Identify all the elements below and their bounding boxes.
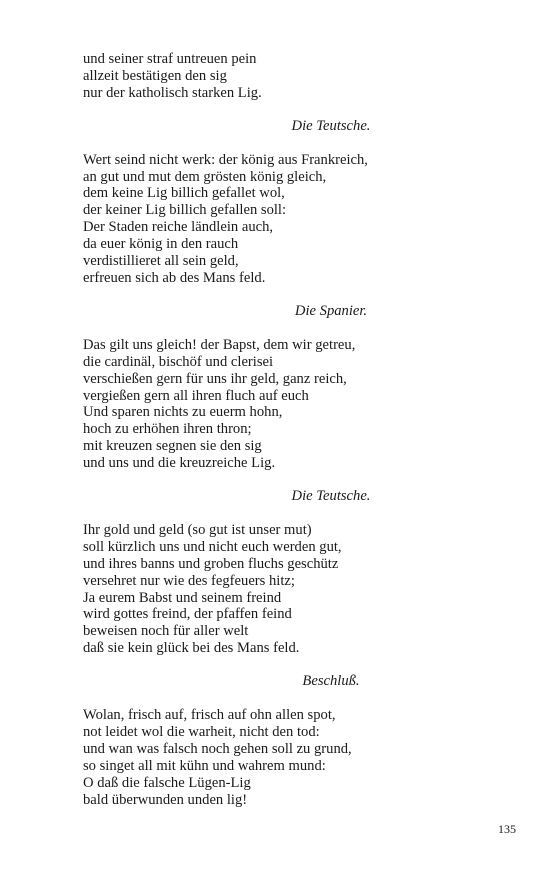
verse-line: und ihres banns und groben fluchs geschütz xyxy=(83,555,339,572)
poem-stanza xyxy=(83,488,513,657)
verse-line: verschießen gern für uns ihr geld, ganz reich, xyxy=(83,370,347,387)
verse-line: Das gilt uns gleich! der Bapst, dem wir getreu, xyxy=(83,336,356,353)
verse-line: O daß die falsche Lügen-Lig xyxy=(83,774,251,791)
verse-line: soll kürzlich uns und nicht euch werden gut, xyxy=(83,538,342,555)
verse-line: da euer könig in den rauch xyxy=(83,236,239,253)
verse-line: Wert seind nicht werk: der könig aus Frankreich, xyxy=(83,151,368,168)
verse-line: not leidet wol die warheit, nicht den tod: xyxy=(83,724,320,740)
poem-stanza xyxy=(83,303,513,472)
verse-line: an gut und mut dem grösten könig gleich, xyxy=(83,168,327,185)
poem-stanza xyxy=(83,118,513,287)
poem-page xyxy=(83,51,513,809)
verse-line: verdistillieret all sein geld, xyxy=(83,253,239,270)
page-number: 135 xyxy=(498,822,516,836)
verse-line: wird gottes freind, der pfaffen feind xyxy=(83,606,292,623)
verse-line: Und sparen nichts zu euerm hohn, xyxy=(83,404,283,421)
verse-line: Ihr gold und geld (so gut ist unser mut) xyxy=(83,521,312,538)
stanza-lines xyxy=(83,337,513,472)
verse-line: dem keine Lig billich gefallet wol, xyxy=(83,185,285,202)
verse-line: Wolan, frisch auf, frisch auf ohn allen spot, xyxy=(83,707,336,724)
verse-line: beweisen noch für aller welt xyxy=(83,623,249,640)
verse-line: hoch zu erhöhen ihren thron; xyxy=(83,421,252,438)
speaker-heading: Beschluß. xyxy=(302,673,360,690)
speaker-heading: Die Spanier. xyxy=(294,302,368,319)
poem-stanza xyxy=(83,51,513,102)
verse-line: Der Staden reiche ländlein auch, xyxy=(83,219,274,236)
verse-line: bald überwunden unden lig! xyxy=(83,791,248,808)
verse-line: nur der katholisch starken Lig. xyxy=(83,84,262,101)
verse-line: und uns und die kreuzreiche Lig. xyxy=(83,455,276,472)
verse-line: Ja eurem Babst und seinem freind xyxy=(83,589,282,606)
stanza-lines xyxy=(83,522,513,657)
stanza-lines xyxy=(83,707,513,808)
stanza-lines xyxy=(83,152,513,287)
poem-stanza xyxy=(83,673,513,808)
speaker-heading: Die Teutsche. xyxy=(291,117,371,134)
verse-line: daß sie kein glück bei des Mans feld. xyxy=(83,640,300,657)
speaker-heading: Die Teutsche. xyxy=(291,488,371,505)
verse-line: und seiner straf untreuen pein xyxy=(83,51,257,67)
verse-line: mit kreuzen segnen sie den sig xyxy=(83,438,262,455)
verse-line: vergießen gern all ihren fluch auf euch xyxy=(83,387,309,404)
verse-line: der keiner Lig billich gefallen soll: xyxy=(83,202,287,219)
verse-line: allzeit bestätigen den sig xyxy=(83,67,227,84)
verse-line: versehret nur wie des fegfeuers hitz; xyxy=(83,572,295,589)
verse-line: die cardinäl, bischöf und clerisei xyxy=(83,353,274,370)
verse-line: so singet all mit kühn und wahrem mund: xyxy=(83,757,326,774)
stanza-lines xyxy=(83,51,513,102)
verse-line: und wan was falsch noch gehen soll zu grund, xyxy=(83,740,352,757)
verse-line: erfreuen sich ab des Mans feld. xyxy=(83,269,266,286)
